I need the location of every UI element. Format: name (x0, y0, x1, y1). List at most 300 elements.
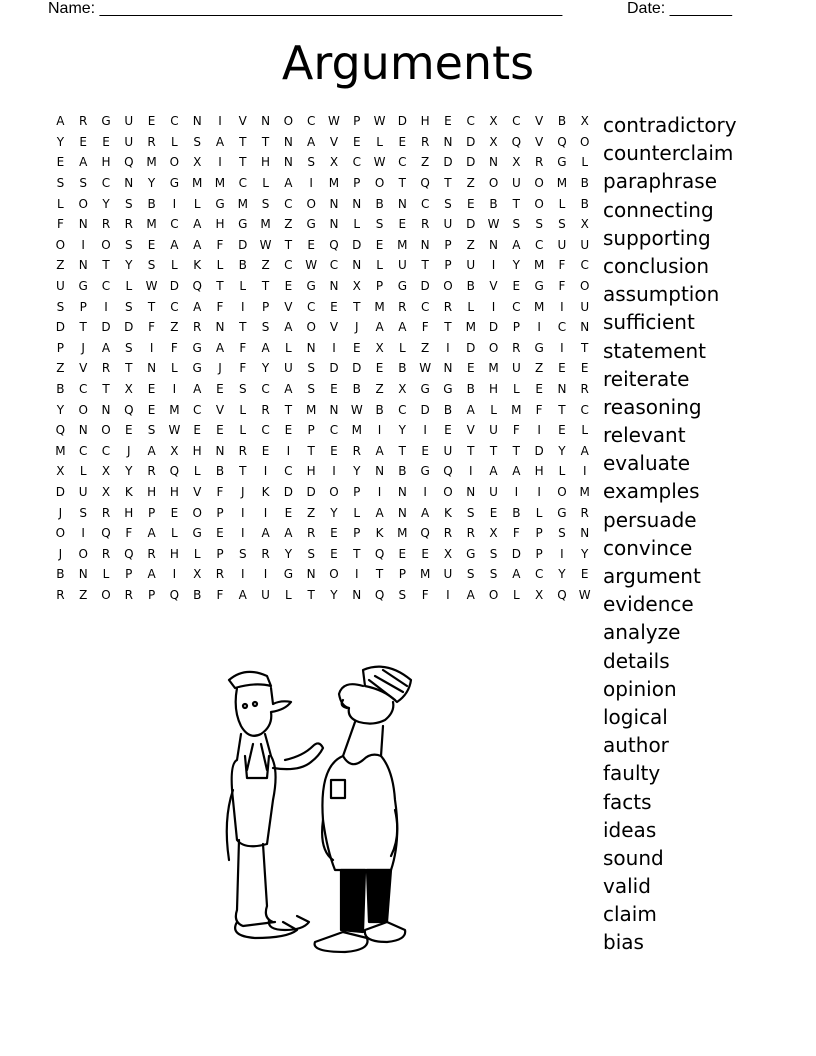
grid-letter: E (307, 237, 315, 252)
grid-letter: E (512, 279, 521, 294)
grid-letter: I (218, 155, 222, 170)
grid-letter: E (558, 361, 566, 376)
grid-letter: Q (124, 155, 134, 170)
grid-letter: F (216, 299, 224, 314)
grid-letter: D (397, 114, 407, 129)
grid-letter: U (511, 176, 521, 191)
grid-letter: L (376, 258, 383, 273)
grid-letter: B (193, 587, 202, 602)
grid-letter: T (467, 443, 475, 458)
grid-letter: E (261, 443, 270, 458)
grid-letter: C (306, 114, 316, 129)
grid-letter: I (354, 567, 359, 582)
grid-letter: Q (557, 587, 567, 602)
grid-letter: Q (420, 176, 430, 191)
grid-letter: G (283, 567, 294, 582)
grid-letter: Q (192, 279, 202, 294)
grid-letter: O (443, 279, 453, 294)
grid-letter: T (489, 443, 498, 458)
word-list-item: ideas (603, 817, 657, 842)
grid-letter: V (466, 423, 475, 438)
grid-letter: E (216, 423, 224, 438)
grid-letter: S (398, 587, 407, 602)
grid-letter: B (238, 258, 247, 273)
grid-letter: E (330, 299, 338, 314)
grid-letter: I (104, 299, 108, 314)
grid-letter: F (535, 402, 543, 417)
grid-letter: B (375, 196, 384, 211)
grid-letter: M (146, 155, 157, 170)
grid-letter: X (580, 114, 589, 129)
grid-letter: T (398, 443, 407, 458)
grid-letter: U (283, 361, 293, 376)
grid-letter: G (306, 217, 316, 232)
grid-letter: E (466, 361, 475, 376)
grid-letter: X (193, 567, 202, 582)
grid-letter: C (420, 299, 430, 314)
grid-row (49, 255, 596, 276)
grid-letter: E (580, 361, 589, 376)
grid-letter: S (147, 423, 156, 438)
grid-letter: L (216, 258, 224, 273)
grid-letter: A (261, 526, 270, 541)
word-list-item: claim (603, 902, 657, 927)
grid-letter: A (101, 340, 111, 355)
grid-letter: D (488, 320, 499, 335)
grid-letter: S (124, 196, 133, 211)
grid-letter: F (421, 587, 429, 602)
grid-letter: B (398, 464, 407, 479)
grid-letter: R (101, 361, 111, 376)
grid-letter: L (193, 464, 201, 479)
grid-letter: P (512, 320, 520, 335)
grid-letter: L (512, 587, 520, 602)
grid-letter: X (489, 526, 498, 541)
grid-letter: C (420, 196, 430, 211)
grid-letter: R (124, 587, 133, 602)
grid-letter: E (444, 114, 452, 129)
word-list-item: argument (603, 564, 701, 588)
grid-letter: X (489, 134, 498, 149)
grid-letter: Z (375, 382, 384, 397)
grid-letter: Q (169, 464, 180, 479)
grid-letter: G (557, 155, 567, 170)
grid-letter: G (466, 546, 476, 561)
grid-letter: A (489, 464, 498, 479)
grid-letter: W (373, 114, 386, 129)
grid-letter: D (466, 134, 476, 149)
grid-letter: D (466, 340, 476, 355)
word-list-item: author (603, 733, 669, 758)
grid-letter: C (534, 567, 544, 582)
grid-letter: R (101, 505, 111, 520)
grid-letter: H (192, 443, 202, 458)
grid-letter: R (443, 299, 453, 314)
grid-letter: N (352, 196, 362, 211)
grid-letter: A (193, 217, 202, 232)
grid-letter: B (580, 176, 589, 191)
grid-letter: K (193, 258, 202, 273)
grid-letter: D (238, 237, 248, 252)
grid-letter: R (193, 320, 202, 335)
grid-letter: U (78, 484, 88, 499)
grid-letter: I (218, 114, 222, 129)
grid-row (49, 132, 596, 153)
grid-letter: I (309, 176, 313, 191)
grid-letter: E (421, 443, 429, 458)
grid-letter: T (444, 176, 452, 191)
grid-letter: L (535, 505, 543, 520)
grid-letter: E (147, 382, 156, 397)
grid-letter: W (328, 114, 340, 129)
grid-letter: I (81, 526, 85, 541)
word-list-item: analyze (603, 620, 681, 645)
grid-letter: L (57, 196, 64, 211)
grid-letter: G (101, 114, 111, 129)
grid-letter: E (398, 546, 407, 561)
grid-letter: U (124, 134, 134, 149)
grid-letter: E (421, 546, 429, 561)
grid-letter: O (488, 340, 499, 355)
grid-letter: E (375, 361, 384, 376)
grid-letter: T (239, 464, 247, 479)
grid-row (49, 502, 596, 523)
grid-letter: Q (374, 587, 385, 602)
grid-letter: O (534, 196, 544, 211)
grid-letter: S (79, 176, 87, 191)
grid-letter: O (306, 320, 316, 335)
grid-letter: M (305, 402, 317, 417)
grid-letter: V (193, 484, 202, 499)
grid-letter: A (398, 320, 407, 335)
word-list-item: paraphrase (603, 169, 718, 194)
word-list-item: contradictory (603, 113, 737, 137)
grid-letter: L (193, 196, 201, 211)
grid-letter: N (352, 587, 362, 602)
grid-letter: O (101, 423, 111, 438)
grid-letter: Y (558, 567, 566, 582)
grid-letter: N (397, 505, 407, 520)
grid-letter: D (306, 484, 316, 499)
grid-letter: A (193, 382, 202, 397)
grid-letter: N (489, 237, 499, 252)
grid-letter: A (466, 587, 475, 602)
grid-letter: T (79, 320, 87, 335)
grid-letter: R (147, 546, 156, 561)
grid-letter: X (193, 155, 202, 170)
grid-letter: M (351, 423, 362, 438)
grid-letter: G (306, 279, 316, 294)
grid-letter: A (238, 587, 247, 602)
grid-letter: K (444, 505, 452, 520)
grid-letter: A (284, 526, 293, 541)
grid-row (49, 276, 596, 297)
grid-letter: O (192, 505, 202, 520)
grid-letter: G (192, 361, 202, 376)
grid-letter: B (215, 464, 225, 479)
grid-letter: N (466, 484, 476, 499)
grid-letter: R (420, 217, 430, 232)
grid-letter: Z (284, 217, 293, 232)
word-list-item: counterclaim (603, 141, 734, 166)
grid-letter: M (397, 237, 408, 252)
grid-letter: L (285, 340, 292, 355)
word-list-item: details (603, 648, 670, 673)
grid-letter: A (147, 443, 156, 458)
grid-letter: P (147, 587, 156, 602)
grid-row (49, 482, 596, 503)
grid-letter: D (420, 402, 430, 417)
grid-letter: W (350, 402, 363, 417)
grid-letter: L (239, 423, 247, 438)
grid-letter: S (307, 361, 315, 376)
grid-letter: W (578, 587, 591, 602)
grid-letter: C (557, 320, 567, 335)
word-list-item: sufficient (603, 310, 695, 335)
grid-letter: D (55, 484, 66, 499)
grid-letter: A (375, 505, 384, 520)
grid-letter: I (332, 340, 336, 355)
grid-letter: E (330, 382, 338, 397)
grid-row (49, 564, 596, 585)
grid-letter: G (192, 340, 202, 355)
grid-letter: R (534, 155, 544, 170)
grid-letter: M (146, 217, 157, 232)
grid-row (49, 338, 596, 359)
grid-letter: P (216, 546, 224, 561)
grid-letter: L (262, 176, 269, 191)
grid-letter: C (284, 258, 293, 273)
grid-letter: G (192, 526, 202, 541)
grid-letter: D (443, 155, 453, 170)
grid-letter: Z (79, 587, 88, 602)
word-list-item: opinion (603, 676, 677, 701)
grid-letter: F (148, 320, 156, 335)
grid-letter: C (170, 217, 179, 232)
grid-letter: X (443, 546, 453, 561)
grid-letter: B (398, 361, 407, 376)
grid-letter: Y (102, 196, 110, 211)
grid-letter: T (239, 320, 247, 335)
grid-letter: X (352, 279, 361, 294)
grid-letter: M (556, 176, 568, 191)
grid-letter: L (171, 361, 178, 376)
grid-letter: F (558, 279, 566, 294)
grid-letter: O (580, 134, 590, 149)
grid-letter: I (537, 320, 541, 335)
word-list-item: statement (603, 338, 706, 363)
grid-letter: X (398, 382, 407, 397)
grid-letter: E (284, 423, 293, 438)
grid-letter: H (169, 484, 179, 499)
grid-letter: X (512, 155, 521, 170)
grid-letter: U (56, 279, 65, 294)
grid-letter: L (581, 423, 589, 438)
grid-letter: E (466, 196, 475, 211)
grid-letter: I (263, 505, 268, 520)
word-list-item: evaluate (603, 451, 691, 476)
grid-letter: Y (125, 258, 133, 273)
grid-letter: U (443, 217, 453, 232)
grid-letter: Y (125, 464, 133, 479)
grid-row (49, 317, 596, 338)
grid-letter: D (466, 217, 476, 232)
word-list-item: connecting (603, 197, 714, 222)
grid-row (49, 111, 596, 132)
grid-letter: T (239, 134, 247, 149)
grid-letter: G (420, 382, 430, 397)
grid-letter: N (78, 567, 88, 582)
grid-letter: G (420, 464, 430, 479)
grid-letter: B (557, 114, 567, 129)
grid-letter: B (443, 402, 453, 417)
grid-letter: D (352, 237, 362, 252)
grid-letter: N (78, 258, 88, 273)
grid-letter: H (306, 464, 316, 479)
grid-letter: E (375, 237, 384, 252)
grid-letter: Y (512, 258, 520, 273)
grid-letter: F (56, 217, 64, 232)
grid-letter: S (238, 382, 247, 397)
grid-letter: Z (535, 361, 544, 376)
grid-letter: T (102, 258, 110, 273)
grid-letter: A (284, 320, 293, 335)
grid-letter: T (353, 299, 361, 314)
grid-letter: F (125, 526, 133, 541)
grid-letter: N (329, 196, 339, 211)
grid-letter: S (261, 320, 270, 335)
grid-letter: P (353, 484, 361, 499)
grid-letter: Z (261, 258, 270, 273)
grid-letter: I (172, 382, 177, 397)
grid-letter: A (421, 505, 430, 520)
grid-letter: H (124, 505, 134, 520)
grid-letter: L (558, 464, 566, 479)
grid-letter: Z (56, 258, 65, 273)
grid-letter: S (535, 217, 543, 232)
grid-row (49, 523, 596, 544)
grid-letter: Y (261, 361, 270, 376)
grid-letter: O (169, 155, 180, 170)
grid-letter: M (465, 320, 476, 335)
grid-letter: E (147, 114, 156, 129)
grid-letter: I (172, 196, 177, 211)
grid-letter: P (56, 340, 65, 355)
grid-letter: F (239, 361, 247, 376)
grid-letter: W (145, 279, 158, 294)
grid-letter: E (398, 134, 407, 149)
grid-letter: S (56, 299, 65, 314)
grid-letter: U (511, 361, 521, 376)
grid-letter: A (215, 340, 225, 355)
grid-letter: S (124, 340, 133, 355)
grid-letter: O (329, 567, 339, 582)
grid-letter: F (239, 340, 247, 355)
grid-letter: L (171, 258, 178, 273)
grid-letter: H (261, 155, 271, 170)
grid-letter: S (147, 258, 156, 273)
grid-letter: E (147, 402, 156, 417)
grid-letter: A (193, 237, 202, 252)
grid-letter: E (535, 382, 543, 397)
grid-letter: M (488, 361, 499, 376)
grid-letter: A (307, 134, 316, 149)
grid-letter: J (241, 484, 245, 499)
grid-letter: Z (307, 505, 316, 520)
grid-letter: T (125, 361, 133, 376)
grid-letter: L (239, 279, 247, 294)
grid-letter: M (533, 258, 545, 273)
grid-letter: M (579, 484, 590, 499)
grid-letter: S (489, 567, 498, 582)
grid-letter: N (352, 258, 362, 273)
word-list-item: examples (603, 479, 700, 504)
grid-letter: N (124, 176, 134, 191)
grid-letter: W (487, 217, 500, 232)
grid-letter: W (373, 155, 386, 170)
grid-letter: K (375, 526, 384, 541)
grid-letter: N (261, 114, 271, 129)
grid-letter: T (284, 402, 293, 417)
grid-letter: X (101, 464, 111, 479)
grid-letter: G (169, 176, 180, 191)
word-list-item: sound (603, 845, 664, 870)
grid-letter: M (214, 176, 226, 191)
grid-letter: N (78, 423, 88, 438)
grid-letter: C (580, 402, 589, 417)
grid-letter: I (537, 423, 541, 438)
grid-letter: I (491, 299, 496, 314)
grid-letter: C (580, 258, 589, 273)
grid-letter: X (170, 443, 179, 458)
grid-letter: H (420, 114, 430, 129)
grid-letter: M (533, 299, 545, 314)
grid-letter: L (467, 299, 475, 314)
grid-letter: L (376, 134, 383, 149)
grid-letter: N (443, 134, 453, 149)
grid-letter: Q (420, 526, 430, 541)
grid-letter: C (170, 114, 179, 129)
grid-letter: C (512, 114, 521, 129)
grid-letter: O (78, 546, 88, 561)
grid-letter: P (444, 258, 452, 273)
grid-letter: Q (124, 546, 134, 561)
grid-letter: C (79, 443, 88, 458)
grid-letter: J (218, 361, 222, 376)
grid-letter: C (352, 155, 361, 170)
grid-letter: F (512, 526, 520, 541)
grid-row (49, 296, 596, 317)
grid-letter: C (398, 402, 407, 417)
grid-letter: I (446, 587, 450, 602)
grid-letter: K (261, 484, 270, 499)
name-field-line: Name: ____________________________________________________ (48, 0, 563, 17)
grid-letter: T (375, 567, 384, 582)
grid-letter: A (375, 443, 384, 458)
grid-letter: J (354, 320, 359, 335)
grid-letter: S (558, 526, 566, 541)
grid-letter: C (284, 196, 293, 211)
grid-letter: U (489, 423, 498, 438)
grid-letter: T (558, 402, 566, 417)
grid-letter: A (284, 176, 293, 191)
grid-letter: C (101, 176, 111, 191)
two-men-talking-illustration (215, 660, 425, 960)
grid-letter: P (353, 526, 361, 541)
grid-letter: T (353, 546, 361, 561)
grid-letter: M (397, 526, 408, 541)
grid-letter: S (444, 196, 452, 211)
